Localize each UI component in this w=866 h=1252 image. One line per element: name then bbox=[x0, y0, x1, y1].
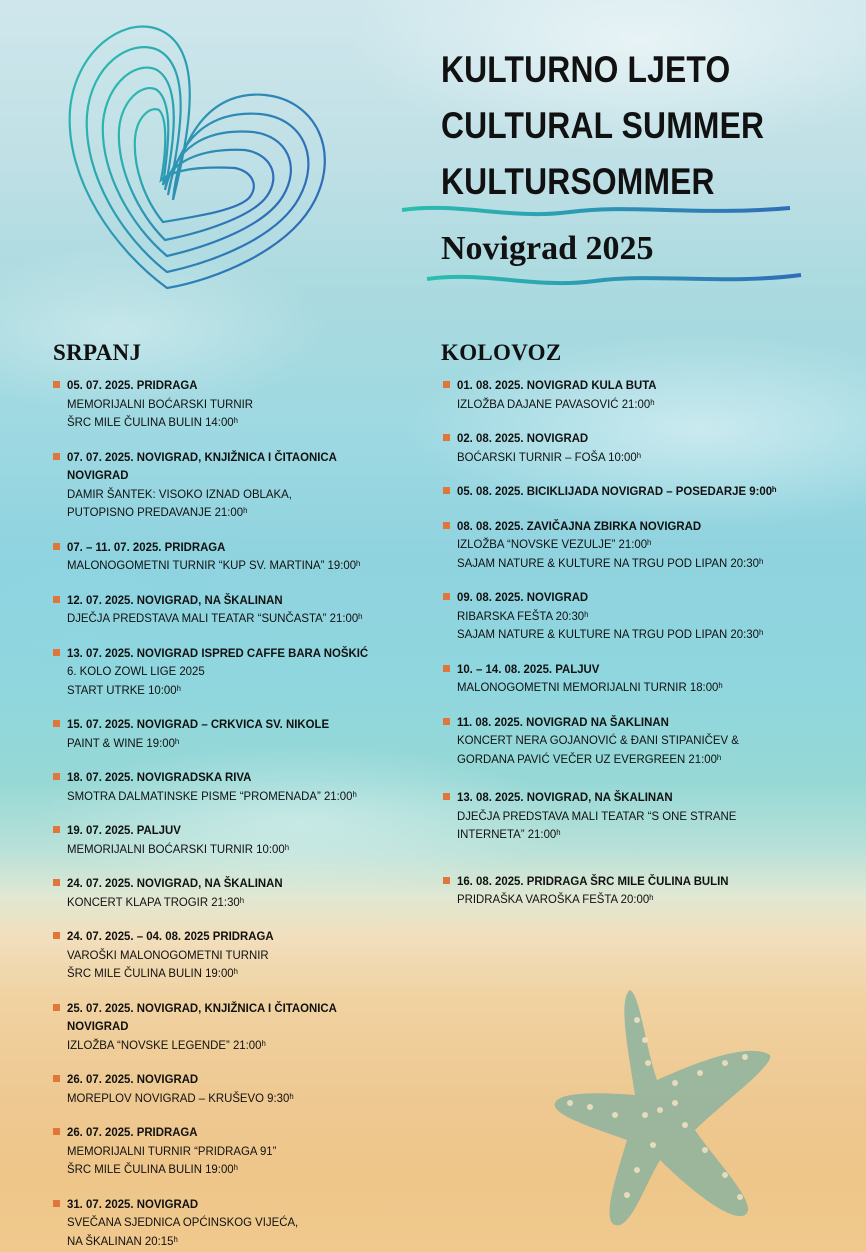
event-detail: MALONOGOMETNI TURNIR “KUP SV. MARTINA” 19:00ʰ bbox=[67, 558, 361, 572]
event-detail: MEMORIJALNI TURNIR “PRIDRAGA 91” bbox=[67, 1143, 277, 1158]
event-detail: START UTRKE 10:00ʰ bbox=[67, 682, 181, 697]
event-detail: SVEČANA SJEDNICA OPĆINSKOG VIJEĆA, bbox=[67, 1215, 299, 1229]
event-head: 19. 07. 2025. PALJUV bbox=[67, 823, 181, 837]
event-head: 02. 08. 2025. NOVIGRAD bbox=[457, 431, 589, 445]
event-head: 11. 08. 2025. NOVIGRAD NA ŠAKLINAN bbox=[457, 714, 669, 729]
event-item bbox=[443, 713, 833, 769]
event-item bbox=[53, 448, 443, 522]
event-head: 16. 08. 2025. PRIDRAGA ŠRC MILE ČULINA BULIN bbox=[457, 873, 729, 888]
event-detail: DJEČJA PREDSTAVA MALI TEATAR “SUNČASTA” 21:00ʰ bbox=[67, 611, 363, 625]
event-detail: PAINT & WINE 19:00ʰ bbox=[67, 735, 180, 750]
event-head: 15. 07. 2025. NOVIGRAD – CRKVICA SV. NIKOLE bbox=[67, 717, 330, 731]
wave-icon bbox=[425, 265, 803, 295]
event-item bbox=[443, 588, 833, 644]
event-head: 07. – 11. 07. 2025. PRIDRAGA bbox=[67, 539, 226, 554]
event-detail: DJEČJA PREDSTAVA MALI TEATAR “S ONE STRANE bbox=[457, 808, 737, 823]
event-head: 05. 07. 2025. PRIDRAGA bbox=[67, 378, 198, 392]
event-detail: INTERNETA” 21:00ʰ bbox=[457, 827, 561, 841]
event-detail: BOĆARSKI TURNIR – FOŠA 10:00ʰ bbox=[457, 449, 642, 464]
event-detail: MALONOGOMETNI MEMORIJALNI TURNIR 18:00ʰ bbox=[457, 680, 723, 694]
month-srpanj: SRPANJ bbox=[53, 340, 142, 365]
title-line-3: KULTURSOMMER bbox=[441, 161, 715, 202]
event-head: 07. 07. 2025. NOVIGRAD, KNJIŽNICA I ČITAONICA NOVIGRAD bbox=[67, 449, 337, 482]
event-head: 13. 08. 2025. NOVIGRAD, NA ŠKALINAN bbox=[457, 790, 673, 804]
event-detail: SAJAM NATURE & KULTURE NA TRGU POD LIPAN 20:30ʰ bbox=[457, 627, 764, 641]
event-item bbox=[53, 927, 443, 983]
event-head: 24. 07. 2025. – 04. 08. 2025 PRIDRAGA bbox=[67, 929, 274, 943]
event-detail: NA ŠKALINAN 20:15ʰ bbox=[67, 1233, 178, 1248]
event-item bbox=[53, 591, 443, 628]
event-detail: 6. KOLO ZOWL LIGE 2025 bbox=[67, 664, 205, 678]
heart-icon bbox=[55, 10, 345, 300]
event-head: 26. 07. 2025. NOVIGRAD bbox=[67, 1072, 199, 1086]
event-item bbox=[53, 821, 443, 858]
month-kolovoz: KOLOVOZ bbox=[441, 340, 562, 365]
event-item bbox=[53, 874, 443, 911]
events-srpanj bbox=[53, 376, 443, 1250]
event-head: 09. 08. 2025. NOVIGRAD bbox=[457, 590, 589, 604]
event-detail: GORDANA PAVIĆ VEČER UZ EVERGREEN 21:00ʰ bbox=[457, 751, 722, 766]
event-item bbox=[53, 1123, 443, 1179]
event-detail: MOREPLOV NOVIGRAD – KRUŠEVO 9:30ʰ bbox=[67, 1090, 294, 1105]
event-item bbox=[443, 517, 833, 573]
event-item bbox=[443, 482, 833, 501]
event-item bbox=[53, 644, 443, 700]
event-detail: ŠRC MILE ČULINA BULIN 19:00ʰ bbox=[67, 966, 238, 980]
event-detail: PUTOPISNO PREDAVANJE 21:00ʰ bbox=[67, 505, 248, 519]
event-detail: IZLOŽBA “NOVSKE VEZULJE” 21:00ʰ bbox=[457, 537, 652, 551]
event-detail: ŠRC MILE ČULINA BULIN 14:00ʰ bbox=[67, 415, 238, 429]
starfish-icon bbox=[545, 985, 785, 1230]
event-detail: IZLOŽBA DAJANE PAVASOVIĆ 21:00ʰ bbox=[457, 396, 655, 411]
event-detail: MEMORIJALNI BOĆARSKI TURNIR bbox=[67, 396, 254, 411]
title-line-2: CULTURAL SUMMER bbox=[441, 105, 765, 146]
event-head: 18. 07. 2025. NOVIGRADSKA RIVA bbox=[67, 770, 252, 784]
title-line-1: KULTURNO LJETO bbox=[441, 49, 731, 90]
event-detail: KONCERT KLAPA TROGIR 21:30ʰ bbox=[67, 894, 245, 909]
event-item bbox=[443, 376, 833, 413]
events-kolovoz bbox=[443, 376, 833, 909]
event-detail: PRIDRAŠKA VAROŠKA FEŠTA 20:00ʰ bbox=[457, 892, 654, 906]
event-head: 10. – 14. 08. 2025. PALJUV bbox=[457, 661, 600, 676]
event-item bbox=[53, 999, 443, 1055]
event-item bbox=[53, 768, 443, 805]
event-head: 13. 07. 2025. NOVIGRAD ISPRED CAFFE BARA NOŠKIĆ bbox=[67, 645, 369, 660]
header bbox=[441, 42, 841, 210]
event-detail: DAMIR ŠANTEK: VISOKO IZNAD OBLAKA, bbox=[67, 486, 292, 501]
event-item bbox=[53, 1070, 443, 1107]
wave-icon bbox=[400, 200, 792, 230]
event-item bbox=[53, 715, 443, 752]
event-detail: VAROŠKI MALONOGOMETNI TURNIR bbox=[67, 947, 269, 962]
event-item bbox=[443, 872, 833, 909]
event-detail: SMOTRA DALMATINSKE PISME “PROMENADA” 21:00ʰ bbox=[67, 788, 357, 803]
event-head: 01. 08. 2025. NOVIGRAD KULA BUTA bbox=[457, 378, 657, 392]
event-detail: IZLOŽBA “NOVSKE LEGENDE” 21:00ʰ bbox=[67, 1037, 266, 1052]
event-item bbox=[53, 1195, 443, 1251]
event-item bbox=[53, 538, 443, 575]
event-detail: RIBARSKA FEŠTA 20:30ʰ bbox=[457, 608, 589, 623]
subtitle: Novigrad 2025 bbox=[441, 230, 654, 267]
event-item bbox=[443, 788, 833, 844]
event-head: 08. 08. 2025. ZAVIČAJNA ZBIRKA NOVIGRAD bbox=[457, 518, 702, 533]
event-head: 31. 07. 2025. NOVIGRAD bbox=[67, 1196, 199, 1211]
event-head: 05. 08. 2025. BICIKLIJADA NOVIGRAD – POSEDARJE 9:00ʰ bbox=[457, 484, 777, 498]
event-head: 25. 07. 2025. NOVIGRAD, KNJIŽNICA I ČITAONICA NOVIGRAD bbox=[67, 1000, 337, 1033]
event-item bbox=[53, 376, 443, 432]
event-head: 26. 07. 2025. PRIDRAGA bbox=[67, 1125, 198, 1139]
event-detail: SAJAM NATURE & KULTURE NA TRGU POD LIPAN 20:30ʰ bbox=[457, 555, 764, 570]
event-detail: KONCERT NERA GOJANOVIĆ & ĐANI STIPANIČEV & bbox=[457, 733, 739, 747]
event-head: 12. 07. 2025. NOVIGRAD, NA ŠKALINAN bbox=[67, 592, 283, 607]
event-detail: ŠRC MILE ČULINA BULIN 19:00ʰ bbox=[67, 1162, 238, 1176]
event-head: 24. 07. 2025. NOVIGRAD, NA ŠKALINAN bbox=[67, 876, 283, 890]
event-detail: MEMORIJALNI BOĆARSKI TURNIR 10:00ʰ bbox=[67, 841, 290, 856]
event-item bbox=[443, 660, 833, 697]
event-item bbox=[443, 429, 833, 466]
